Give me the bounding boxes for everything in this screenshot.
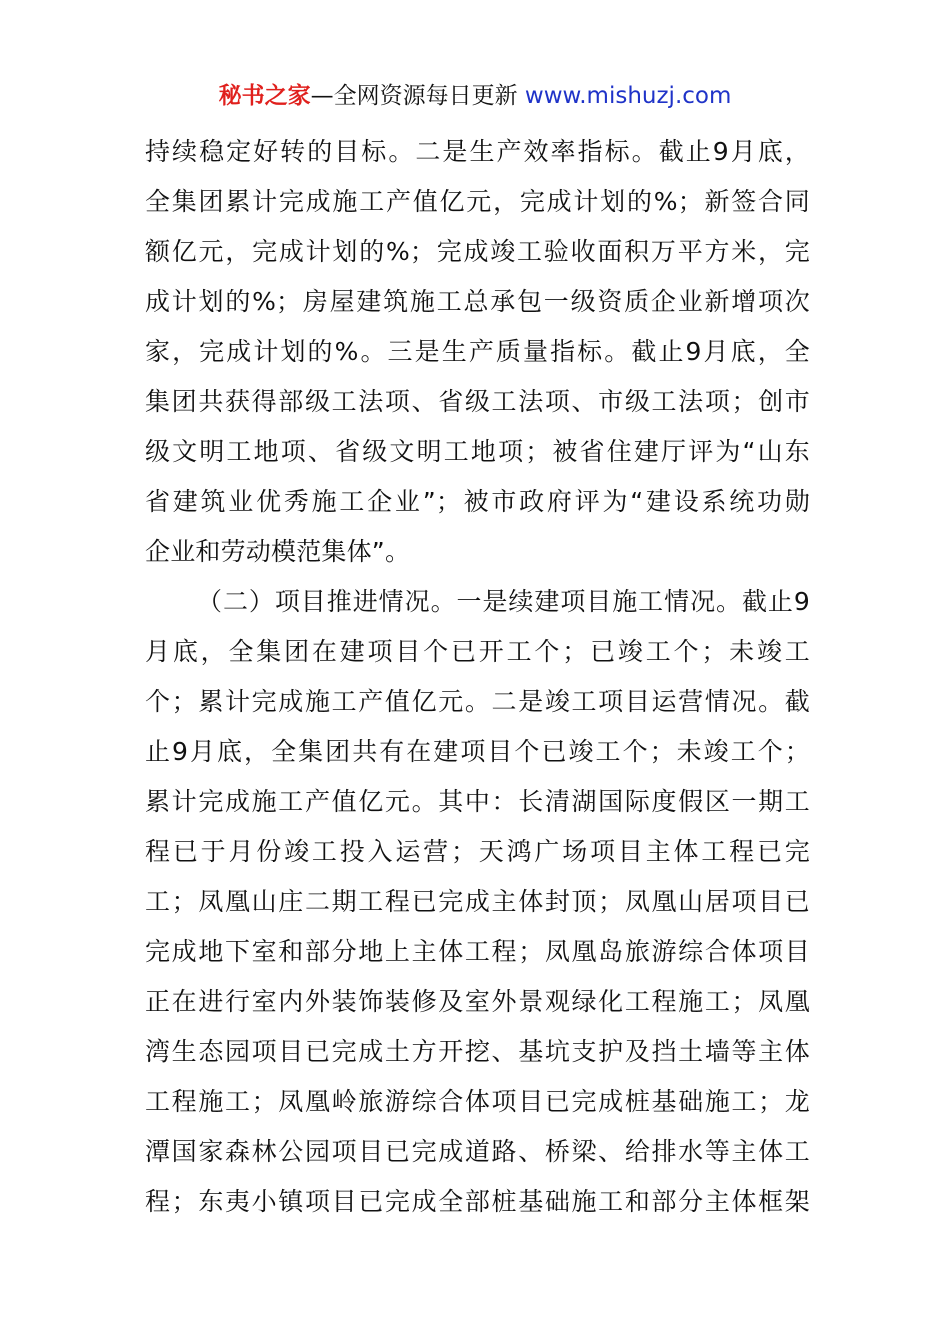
text-line: 潭国家森林公园项目已完成道路、桥梁、给排水等主体工 (145, 1137, 810, 1166)
site-brand: 秘书之家 (218, 83, 311, 109)
text-line: 月底，全集团在建项目个已开工个；已竣工个；未竣工 (145, 637, 810, 666)
text-line: 完成地下室和部分地上主体工程；凤凰岛旅游综合体项目 (145, 937, 810, 966)
site-tagline: —全网资源每日更新 (310, 83, 518, 109)
page-header (0, 80, 950, 112)
site-url-link[interactable]: www.mishuzj.com (524, 83, 732, 109)
text-line: 湾生态园项目已完成土方开挖、基坑支护及挡土墙等主体 (145, 1037, 810, 1066)
text-line: 工；凤凰山庄二期工程已完成主体封顶；凤凰山居项目已 (145, 887, 810, 916)
text-line: 工程施工；凤凰岭旅游综合体项目已完成桩基础施工；龙 (145, 1087, 810, 1116)
section-heading-line: （二）项目推进情况。一是续建项目施工情况。截止9 (197, 587, 810, 616)
text-line: 累计完成施工产值亿元。其中：长清湖国际度假区一期工 (145, 787, 810, 816)
text-line: 个；累计完成施工产值亿元。二是竣工项目运营情况。截 (145, 687, 810, 716)
text-line: 集团共获得部级工法项、省级工法项、市级工法项；创市 (145, 387, 810, 416)
text-line: 省建筑业优秀施工企业”；被市政府评为“建设系统功勋 (145, 487, 810, 516)
text-line: 全集团累计完成施工产值亿元，完成计划的%；新签合同 (145, 187, 810, 216)
text-line: 额亿元，完成计划的%；完成竣工验收面积万平方米，完 (145, 237, 810, 266)
text-line: 止9月底，全集团共有在建项目个已竣工个；未竣工个； (145, 737, 810, 766)
text-line: 级文明工地项、省级文明工地项；被省住建厅评为“山东 (145, 437, 810, 466)
text-line: 程；东夷小镇项目已完成全部桩基础施工和部分主体框架 (145, 1187, 810, 1216)
text-line: 企业和劳动模范集体”。 (145, 537, 411, 566)
text-line: 程已于月份竣工投入运营；天鸿广场项目主体工程已完 (145, 837, 810, 866)
text-line: 持续稳定好转的目标。二是生产效率指标。截止9月底， (145, 137, 810, 166)
text-line: 家，完成计划的%。三是生产质量指标。截止9月底，全 (145, 337, 810, 366)
text-line: 成计划的%；房屋建筑施工总承包一级资质企业新增项次 (145, 287, 810, 316)
text-line: 正在进行室内外装饰装修及室外景观绿化工程施工；凤凰 (145, 987, 810, 1016)
document-body (145, 127, 810, 1227)
